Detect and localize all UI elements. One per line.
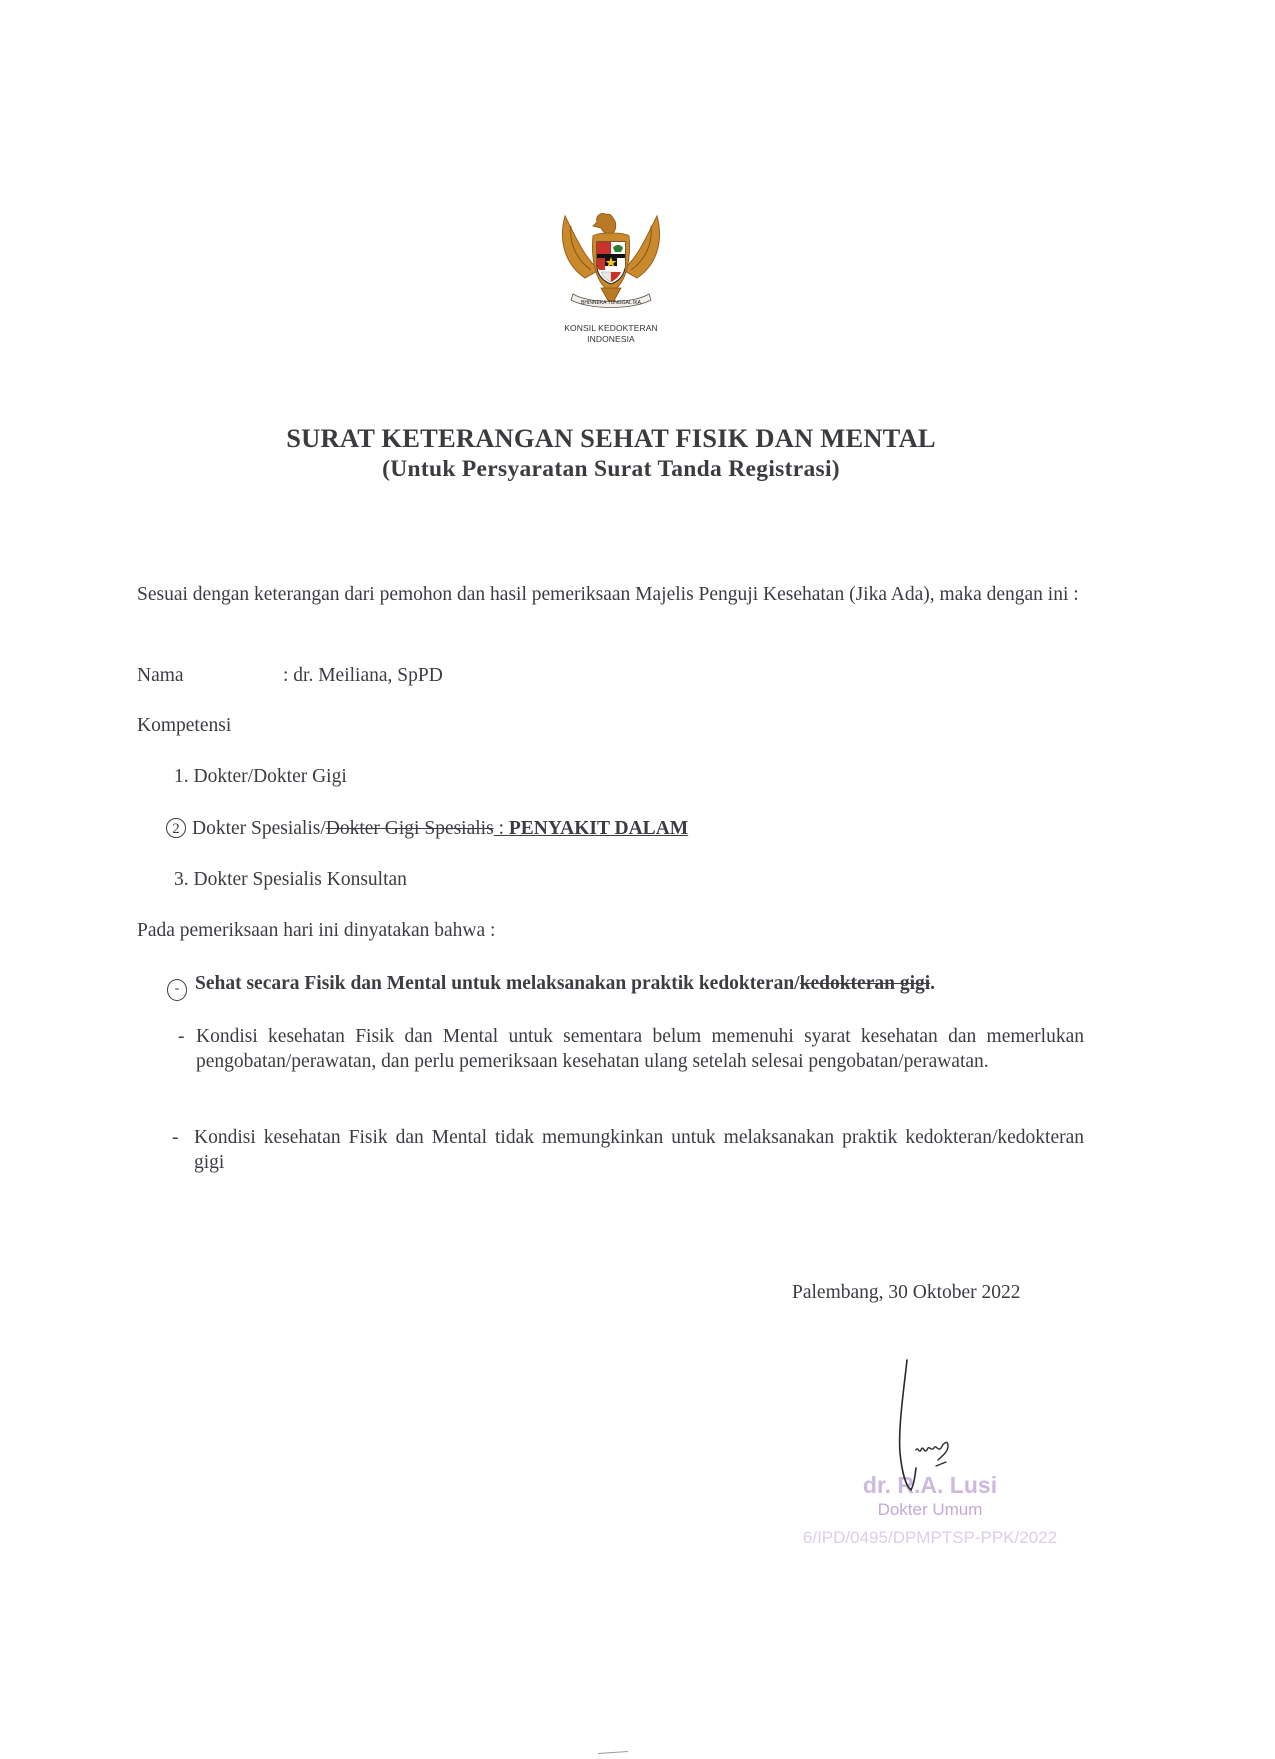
document-subtitle: (Untuk Persyaratan Surat Tanda Registrasi) [382,456,840,482]
kompetensi-item-selected [166,816,688,841]
nama-separator: : [283,665,289,686]
result-option: Kondisi kesehatan Fisik dan Mental tidak memungkinkan untuk melaksanakan praktik kedokteran/kedokteran gigi [194,1127,1084,1173]
result-option: Kondisi kesehatan Fisik dan Mental untuk sementara belum memenuhi syarat kesehatan dan memerlukan pengobatan/perawatan, dan perlu pemeriksaan kesehatan ulang setelah selesai pengobatan/perawatan. [196,1026,1084,1072]
nama-field [283,663,443,688]
scan-mark [598,1741,628,1744]
option-suffix: . [930,973,936,994]
intro-paragraph: Sesuai dengan keterangan dari pemohon dan hasil pemeriksaan Majelis Penguji Kesehatan (Jika Ada), maka dengan ini : [137,584,1079,605]
item-text: Dokter Spesialis Konsultan [193,869,407,890]
nama-value: dr. Meiliana, SpPD [293,665,443,686]
specialty-value: PENYAKIT DALAM [508,818,689,839]
garuda-emblem-icon [555,208,667,318]
kompetensi-item [174,764,347,789]
item-text: Dokter Spesialis/ [192,818,326,839]
stamp-name: dr. R.A. Lusi [862,1472,998,1498]
struck-text: kedokteran gigi [799,973,931,994]
svg-text:BHINNEKA TUNGGAL IKA: BHINNEKA TUNGGAL IKA [580,300,642,306]
struck-text: Dokter Gigi Spesialis [325,818,494,839]
logo-caption [520,323,702,345]
option-text: Sehat secara Fisik dan Mental untuk melaksanakan praktik kedokteran/ [195,973,800,994]
circled-dash-icon: - [167,979,187,1001]
nama-label: Nama [137,665,184,686]
kompetensi-item [174,867,407,892]
item-text: Dokter/Dokter Gigi [193,766,347,787]
circled-number-icon: 2 [166,818,186,838]
result-option-selected [167,971,935,1001]
kompetensi-label: Kompetensi [137,715,232,736]
bullet-dash: - [172,1127,179,1148]
stamp-title: Dokter Umum [877,1500,983,1519]
document-title: SURAT KETERANGAN SEHAT FISIK DAN MENTAL [286,423,936,453]
logo-caption-line2: INDONESIA [587,334,635,344]
result-label: Pada pemeriksaan hari ini dinyatakan bahwa : [137,920,496,941]
item-number: 1. [174,766,189,787]
stamp-registration: 6/IPD/0495/DPMPTSP-PPK/2022 [802,1528,1058,1547]
logo-caption-line1: KONSIL KEDOKTERAN [564,323,658,333]
signature-icon [878,1358,988,1498]
bullet-dash: - [178,1026,185,1047]
specialty-separator: : [493,818,509,839]
place-date: Palembang, 30 Oktober 2022 [792,1282,1021,1303]
item-number: 3. [174,869,189,890]
